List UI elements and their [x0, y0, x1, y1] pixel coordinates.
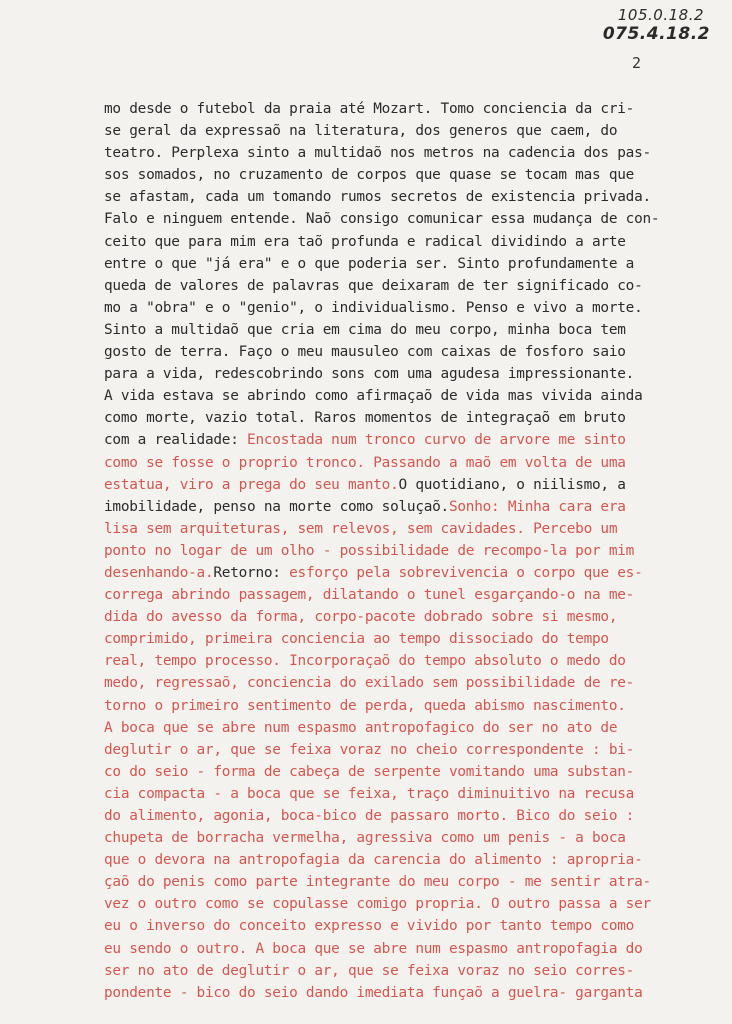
red-text-segment: que o devora na antropofagia da carencia do alimento : apropria-: [104, 852, 643, 869]
red-text-segment: ponto no logar de um olho - possibilidade de recompo-la por mim: [104, 542, 635, 559]
text-line: [104, 341, 704, 363]
black-text-segment: se geral da expressaõ na literatura, dos generos que caem, do: [104, 123, 618, 140]
text-line: [104, 871, 704, 893]
red-text-segment: vez o outro como se copulasse comigo propria. O outro passa a ser: [104, 896, 651, 913]
text-line: [104, 363, 704, 385]
black-text-segment: A vida estava se abrindo como afirmaçaõ de vida mas vivida ainda: [104, 388, 643, 405]
text-line: [104, 98, 704, 120]
red-text-segment: A boca que se abre num espasmo antropofagico do ser no ato de: [104, 719, 618, 736]
red-text-segment: lisa sem arquiteturas, sem relevos, sem cavidades. Percebo um: [104, 520, 618, 537]
black-text-segment: entre o que "já era" e o que poderia ser. Sinto profundamente a: [104, 255, 635, 272]
text-line: [104, 407, 704, 429]
red-text-segment: do alimento, agonia, boca-bico de passaro morto. Bico do seio :: [104, 808, 635, 824]
black-text-segment: mo desde o futebol da praia até Mozart. Tomo conciencia da cri-: [104, 101, 635, 117]
black-text-segment: Falo e ninguem entende. Naõ consigo comunicar essa mudança de con-: [104, 211, 660, 228]
red-text-segment: estatua, viro a prega do seu manto.: [104, 476, 399, 493]
black-text-segment: mo a "obra" e o "genio", o individualismo. Penso e vivo a morte.: [104, 299, 643, 316]
text-line: [104, 982, 704, 1004]
text-line: [104, 164, 704, 186]
red-text-segment: Encostada num tronco curvo de arvore me sinto: [247, 432, 626, 449]
red-text-segment: pondente - bico do seio dando imediata funçaõ a guelra- garganta: [104, 984, 643, 1001]
text-line: [104, 452, 704, 474]
red-text-segment: ser no ato de deglutir o ar, que se feixa voraz no seio corres-: [104, 962, 635, 979]
text-line: [104, 893, 704, 915]
text-line: [104, 208, 704, 230]
text-line: [104, 827, 704, 849]
red-text-segment: çaõ do penis como parte integrante do meu corpo - me sentir atra-: [104, 874, 651, 891]
typewritten-body-text: [104, 98, 704, 1004]
text-line: [104, 628, 704, 650]
red-text-segment: chupeta de borracha vermelha, agressiva como um penis - a boca: [104, 830, 626, 847]
text-line: [104, 915, 704, 937]
text-line: [104, 584, 704, 606]
black-text-segment: queda de valores de palavras que deixaram de ter significado co-: [104, 277, 643, 294]
text-line: [104, 849, 704, 871]
black-text-segment: imobilidade, penso na morte como soluçaõ.: [104, 498, 449, 515]
text-line: [104, 761, 704, 783]
red-text-segment: A boca que se abre num espasmo antropofagia do: [255, 940, 643, 957]
black-text-segment: Retorno:: [213, 564, 290, 581]
red-text-segment: co do seio - forma de cabeça de serpente vomitando uma substan-: [104, 763, 635, 780]
black-text-segment: como morte, vazio total. Raros momentos de integraçaõ em bruto: [104, 410, 626, 427]
red-text-segment: Sonho: Minha cara era: [448, 498, 626, 515]
text-line: [104, 518, 704, 540]
text-line: [104, 385, 704, 407]
black-text-segment: se afastam, cada um tomando rumos secretos de existencia privada.: [104, 189, 651, 206]
text-line: [104, 186, 704, 208]
red-text-segment: deglutir o ar, que se feixa voraz no cheio correspondente : bi-: [104, 741, 635, 758]
text-line: [104, 231, 704, 253]
text-line: [104, 319, 704, 341]
red-text-segment: real, tempo processo. Incorporaçaõ do tempo absoluto o medo do: [104, 653, 626, 670]
text-line: [104, 739, 704, 761]
black-text-segment: com a realidade:: [104, 432, 248, 449]
red-text-segment: medo, regressaõ, conciencia do exilado sem possibilidade de re-: [104, 675, 635, 692]
black-text-segment: sos somados, no cruzamento de corpos que quase se tocam mas que: [104, 167, 635, 184]
text-line: [104, 783, 704, 805]
black-text-segment: ceito que para mim era taõ profunda e radical dividindo a arte: [104, 233, 626, 250]
archive-code-1: 105.0.18.2: [617, 6, 704, 24]
red-text-segment: eu sendo o outro.: [104, 940, 256, 957]
text-line: [104, 297, 704, 319]
red-text-segment: dida do avesso da forma, corpo-pacote dobrado sobre si mesmo,: [104, 609, 618, 626]
text-line: [104, 120, 704, 142]
red-text-segment: eu o inverso do conceito expresso e vivido por tanto tempo como: [104, 918, 635, 935]
black-text-segment: O quotidiano, o niilismo, a: [398, 476, 626, 493]
text-line: [104, 142, 704, 164]
text-line: [104, 496, 704, 518]
text-line: [104, 474, 704, 496]
text-line: [104, 429, 704, 451]
text-line: [104, 650, 704, 672]
black-text-segment: Sinto a multidaõ que cria em cima do meu corpo, minha boca tem: [104, 321, 626, 338]
text-line: [104, 805, 704, 827]
red-text-segment: correga abrindo passagem, dilatando o tunel esgarçando-o na me-: [104, 587, 635, 604]
text-line: [104, 695, 704, 717]
archive-code-2: 075.4.18.2: [602, 24, 710, 44]
text-line: [104, 672, 704, 694]
red-text-segment: como se fosse o proprio tronco. Passando a maõ em volta de uma: [104, 454, 626, 471]
black-text-segment: para a vida, redescobrindo sons com uma agudesa impressionante.: [104, 366, 635, 383]
text-line: [104, 938, 704, 960]
text-line: [104, 606, 704, 628]
text-line: [104, 540, 704, 562]
page-number: 2: [632, 54, 642, 72]
text-line: [104, 253, 704, 275]
red-text-segment: cia compacta - a boca que se feixa, traço diminuitivo na recusa: [104, 785, 635, 802]
black-text-segment: teatro. Perplexa sinto a multidaõ nos metros na cadencia dos pas-: [104, 145, 651, 162]
text-line: [104, 960, 704, 982]
red-text-segment: esforço pela sobrevivencia o corpo que es-: [289, 564, 643, 581]
black-text-segment: gosto de terra. Faço o meu mausuleo com caixas de fosforo saio: [104, 344, 626, 361]
red-text-segment: torno o primeiro sentimento de perda, queda abismo nascimento.: [104, 697, 626, 714]
text-line: [104, 562, 704, 584]
red-text-segment: desenhando-a.: [104, 564, 214, 581]
red-text-segment: comprimido, primeira conciencia ao tempo dissociado do tempo: [104, 631, 609, 648]
text-line: [104, 717, 704, 739]
text-line: [104, 275, 704, 297]
